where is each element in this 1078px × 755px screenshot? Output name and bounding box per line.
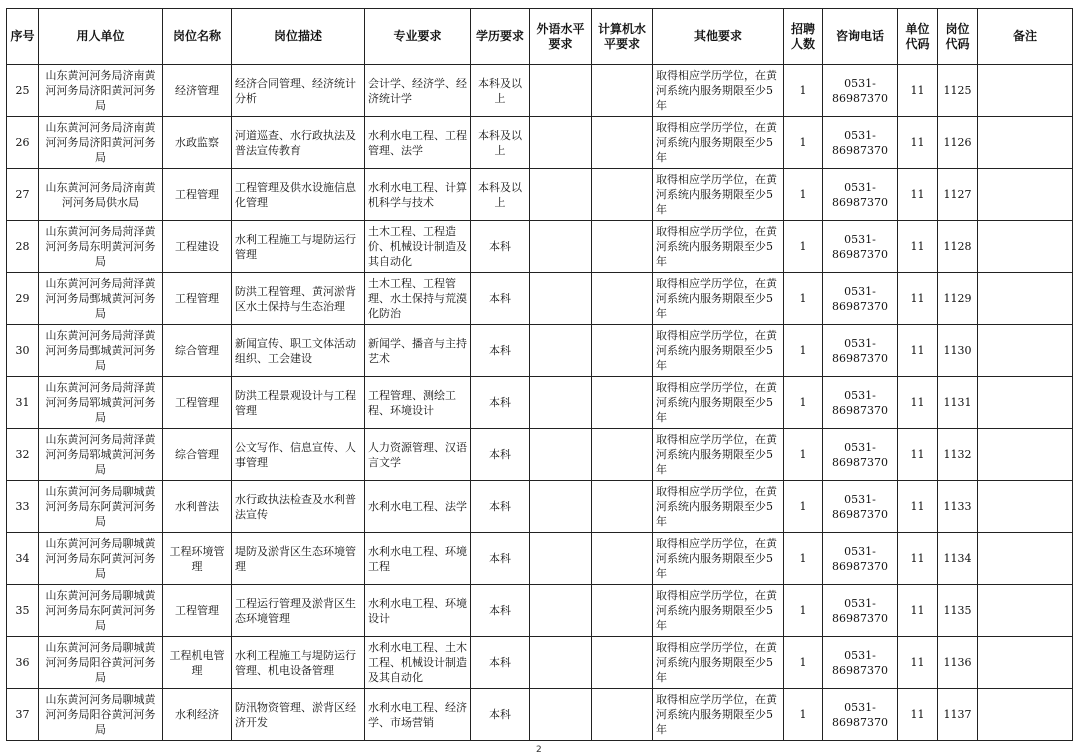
cell-unit-code: 11 [898, 65, 938, 117]
cell-computer [592, 585, 653, 637]
cell-phone: 0531-86987370 [823, 325, 898, 377]
cell-notes [978, 637, 1073, 689]
cell-position: 综合管理 [163, 325, 232, 377]
cell-position-code: 1129 [938, 273, 978, 325]
table-row [7, 377, 1073, 429]
cell-seq: 28 [7, 221, 39, 273]
table-row [7, 533, 1073, 585]
cell-notes [978, 65, 1073, 117]
cell-seq: 37 [7, 689, 39, 741]
cell-unit-code: 11 [898, 273, 938, 325]
cell-education: 本科 [471, 429, 530, 481]
cell-count: 1 [784, 221, 823, 273]
cell-phone: 0531-86987370 [823, 637, 898, 689]
cell-position: 工程管理 [163, 273, 232, 325]
cell-computer [592, 481, 653, 533]
cell-phone: 0531-86987370 [823, 377, 898, 429]
cell-seq: 30 [7, 325, 39, 377]
cell-count: 1 [784, 429, 823, 481]
table-row [7, 169, 1073, 221]
cell-position-code: 1137 [938, 689, 978, 741]
cell-unit: 山东黄河河务局济南黄河河务局供水局 [39, 169, 163, 221]
cell-position: 工程管理 [163, 169, 232, 221]
cell-other: 取得相应学历学位，在黄河系统内服务期限至少5年 [653, 481, 784, 533]
cell-education: 本科 [471, 533, 530, 585]
cell-unit: 山东黄河河务局聊城黄河河务局东阿黄河河务局 [39, 533, 163, 585]
cell-major: 土木工程、工程造价、机械设计制造及其自动化 [365, 221, 471, 273]
cell-computer [592, 429, 653, 481]
cell-language [530, 533, 592, 585]
table-row [7, 221, 1073, 273]
cell-unit-code: 11 [898, 481, 938, 533]
cell-other: 取得相应学历学位，在黄河系统内服务期限至少5年 [653, 117, 784, 169]
cell-notes [978, 117, 1073, 169]
page-number: 2 [536, 745, 542, 755]
cell-count: 1 [784, 637, 823, 689]
cell-phone: 0531-86987370 [823, 585, 898, 637]
col-header-other: 其他要求 [653, 9, 784, 65]
cell-major: 工程管理、测绘工程、环境设计 [365, 377, 471, 429]
cell-notes [978, 221, 1073, 273]
cell-unit: 山东黄河河务局聊城黄河河务局东阿黄河河务局 [39, 481, 163, 533]
table-row [7, 689, 1073, 741]
cell-notes [978, 273, 1073, 325]
cell-notes [978, 377, 1073, 429]
cell-other: 取得相应学历学位，在黄河系统内服务期限至少5年 [653, 377, 784, 429]
cell-count: 1 [784, 169, 823, 221]
cell-position-code: 1130 [938, 325, 978, 377]
cell-education: 本科 [471, 637, 530, 689]
col-header-seq: 序号 [7, 9, 39, 65]
cell-unit: 山东黄河河务局济南黄河河务局济阳黄河河务局 [39, 65, 163, 117]
col-header-phone: 咨询电话 [823, 9, 898, 65]
cell-unit-code: 11 [898, 221, 938, 273]
table-row [7, 637, 1073, 689]
recruitment-table [6, 8, 1073, 741]
cell-phone: 0531-86987370 [823, 65, 898, 117]
cell-seq: 35 [7, 585, 39, 637]
cell-unit-code: 11 [898, 377, 938, 429]
cell-seq: 32 [7, 429, 39, 481]
cell-position-code: 1131 [938, 377, 978, 429]
cell-seq: 26 [7, 117, 39, 169]
cell-notes [978, 481, 1073, 533]
cell-unit-code: 11 [898, 117, 938, 169]
cell-unit: 山东黄河河务局济南黄河河务局济阳黄河河务局 [39, 117, 163, 169]
col-header-position-code: 岗位代码 [938, 9, 978, 65]
cell-other: 取得相应学历学位，在黄河系统内服务期限至少5年 [653, 689, 784, 741]
cell-other: 取得相应学历学位，在黄河系统内服务期限至少5年 [653, 221, 784, 273]
cell-other: 取得相应学历学位，在黄河系统内服务期限至少5年 [653, 429, 784, 481]
cell-major: 水利水电工程、经济学、市场营销 [365, 689, 471, 741]
cell-phone: 0531-86987370 [823, 533, 898, 585]
cell-position: 工程管理 [163, 377, 232, 429]
cell-notes [978, 169, 1073, 221]
table-row [7, 65, 1073, 117]
cell-phone: 0531-86987370 [823, 221, 898, 273]
cell-position: 工程管理 [163, 585, 232, 637]
cell-computer [592, 533, 653, 585]
cell-description: 水利工程施工与堤防运行管理 [232, 221, 365, 273]
cell-major: 水利水电工程、工程管理、法学 [365, 117, 471, 169]
cell-major: 水利水电工程、环境工程 [365, 533, 471, 585]
cell-unit-code: 11 [898, 533, 938, 585]
cell-computer [592, 117, 653, 169]
cell-computer [592, 273, 653, 325]
cell-language [530, 689, 592, 741]
col-header-computer: 计算机水平要求 [592, 9, 653, 65]
cell-education: 本科及以上 [471, 65, 530, 117]
cell-description: 水行政执法检查及水利普法宣传 [232, 481, 365, 533]
cell-unit: 山东黄河河务局菏泽黄河河务局郓城黄河河务局 [39, 377, 163, 429]
cell-phone: 0531-86987370 [823, 481, 898, 533]
col-header-language: 外语水平要求 [530, 9, 592, 65]
cell-description: 工程管理及供水设施信息化管理 [232, 169, 365, 221]
col-header-unit-code: 单位代码 [898, 9, 938, 65]
cell-position-code: 1127 [938, 169, 978, 221]
cell-phone: 0531-86987370 [823, 429, 898, 481]
cell-count: 1 [784, 65, 823, 117]
cell-education: 本科 [471, 221, 530, 273]
cell-computer [592, 637, 653, 689]
table-row [7, 325, 1073, 377]
cell-language [530, 117, 592, 169]
cell-unit: 山东黄河河务局菏泽黄河河务局东明黄河河务局 [39, 221, 163, 273]
cell-computer [592, 65, 653, 117]
table-row [7, 585, 1073, 637]
cell-phone: 0531-86987370 [823, 169, 898, 221]
cell-language [530, 377, 592, 429]
cell-unit-code: 11 [898, 585, 938, 637]
cell-major: 人力资源管理、汉语言文学 [365, 429, 471, 481]
col-header-position: 岗位名称 [163, 9, 232, 65]
cell-unit-code: 11 [898, 689, 938, 741]
cell-major: 新闻学、播音与主持艺术 [365, 325, 471, 377]
cell-other: 取得相应学历学位，在黄河系统内服务期限至少5年 [653, 65, 784, 117]
cell-description: 防洪工程管理、黄河淤背区水土保持与生态治理 [232, 273, 365, 325]
cell-language [530, 429, 592, 481]
cell-seq: 33 [7, 481, 39, 533]
cell-education: 本科 [471, 585, 530, 637]
cell-language [530, 221, 592, 273]
cell-language [530, 585, 592, 637]
cell-description: 堤防及淤背区生态环境管理 [232, 533, 365, 585]
cell-phone: 0531-86987370 [823, 273, 898, 325]
cell-position-code: 1128 [938, 221, 978, 273]
cell-position-code: 1126 [938, 117, 978, 169]
table-row [7, 481, 1073, 533]
col-header-notes: 备注 [978, 9, 1073, 65]
cell-language [530, 169, 592, 221]
cell-computer [592, 377, 653, 429]
table-body [7, 65, 1073, 741]
col-header-count: 招聘人数 [784, 9, 823, 65]
cell-language [530, 65, 592, 117]
cell-count: 1 [784, 533, 823, 585]
cell-unit: 山东黄河河务局聊城黄河河务局阳谷黄河河务局 [39, 689, 163, 741]
cell-count: 1 [784, 481, 823, 533]
cell-position-code: 1125 [938, 65, 978, 117]
cell-language [530, 325, 592, 377]
cell-position-code: 1132 [938, 429, 978, 481]
cell-notes [978, 533, 1073, 585]
cell-seq: 31 [7, 377, 39, 429]
cell-notes [978, 325, 1073, 377]
cell-major: 水利水电工程、环境设计 [365, 585, 471, 637]
cell-position: 水利普法 [163, 481, 232, 533]
cell-major: 水利水电工程、计算机科学与技术 [365, 169, 471, 221]
cell-unit: 山东黄河河务局菏泽黄河河务局鄄城黄河河务局 [39, 325, 163, 377]
cell-position-code: 1134 [938, 533, 978, 585]
cell-description: 防汛物资管理、淤背区经济开发 [232, 689, 365, 741]
cell-unit-code: 11 [898, 325, 938, 377]
cell-seq: 29 [7, 273, 39, 325]
cell-other: 取得相应学历学位，在黄河系统内服务期限至少5年 [653, 637, 784, 689]
cell-computer [592, 325, 653, 377]
cell-other: 取得相应学历学位，在黄河系统内服务期限至少5年 [653, 325, 784, 377]
cell-position: 工程建设 [163, 221, 232, 273]
cell-unit-code: 11 [898, 169, 938, 221]
cell-count: 1 [784, 689, 823, 741]
cell-computer [592, 689, 653, 741]
cell-unit-code: 11 [898, 637, 938, 689]
cell-major: 水利水电工程、土木工程、机械设计制造及其自动化 [365, 637, 471, 689]
cell-phone: 0531-86987370 [823, 689, 898, 741]
cell-description: 防洪工程景观设计与工程管理 [232, 377, 365, 429]
cell-other: 取得相应学历学位，在黄河系统内服务期限至少5年 [653, 585, 784, 637]
cell-count: 1 [784, 273, 823, 325]
col-header-unit: 用人单位 [39, 9, 163, 65]
cell-education: 本科 [471, 689, 530, 741]
cell-education: 本科及以上 [471, 117, 530, 169]
cell-description: 工程运行管理及淤背区生态环境管理 [232, 585, 365, 637]
cell-count: 1 [784, 325, 823, 377]
table-row [7, 117, 1073, 169]
table-row [7, 429, 1073, 481]
cell-position: 水政监察 [163, 117, 232, 169]
table-row [7, 273, 1073, 325]
table-header [7, 9, 1073, 65]
cell-other: 取得相应学历学位，在黄河系统内服务期限至少5年 [653, 273, 784, 325]
cell-position: 经济管理 [163, 65, 232, 117]
cell-education: 本科 [471, 481, 530, 533]
cell-description: 经济合同管理、经济统计分析 [232, 65, 365, 117]
cell-language [530, 637, 592, 689]
cell-computer [592, 221, 653, 273]
cell-education: 本科 [471, 273, 530, 325]
cell-count: 1 [784, 117, 823, 169]
cell-seq: 34 [7, 533, 39, 585]
cell-major: 会计学、经济学、经济统计学 [365, 65, 471, 117]
cell-position: 工程机电管理 [163, 637, 232, 689]
cell-position-code: 1136 [938, 637, 978, 689]
cell-unit: 山东黄河河务局菏泽黄河河务局郓城黄河河务局 [39, 429, 163, 481]
col-header-education: 学历要求 [471, 9, 530, 65]
cell-position-code: 1135 [938, 585, 978, 637]
cell-seq: 36 [7, 637, 39, 689]
cell-count: 1 [784, 377, 823, 429]
cell-language [530, 273, 592, 325]
cell-education: 本科 [471, 325, 530, 377]
cell-description: 河道巡查、水行政执法及普法宣传教育 [232, 117, 365, 169]
cell-notes [978, 429, 1073, 481]
cell-notes [978, 689, 1073, 741]
cell-position: 工程环境管理 [163, 533, 232, 585]
cell-education: 本科 [471, 377, 530, 429]
cell-phone: 0531-86987370 [823, 117, 898, 169]
cell-computer [592, 169, 653, 221]
col-header-description: 岗位描述 [232, 9, 365, 65]
cell-position-code: 1133 [938, 481, 978, 533]
cell-position: 水利经济 [163, 689, 232, 741]
cell-other: 取得相应学历学位，在黄河系统内服务期限至少5年 [653, 169, 784, 221]
header-row [7, 9, 1073, 65]
cell-count: 1 [784, 585, 823, 637]
cell-education: 本科及以上 [471, 169, 530, 221]
col-header-major: 专业要求 [365, 9, 471, 65]
cell-seq: 25 [7, 65, 39, 117]
cell-position: 综合管理 [163, 429, 232, 481]
cell-seq: 27 [7, 169, 39, 221]
cell-description: 新闻宣传、职工文体活动组织、工会建设 [232, 325, 365, 377]
cell-language [530, 481, 592, 533]
cell-unit: 山东黄河河务局聊城黄河河务局阳谷黄河河务局 [39, 637, 163, 689]
cell-major: 水利水电工程、法学 [365, 481, 471, 533]
cell-unit: 山东黄河河务局菏泽黄河河务局鄄城黄河河务局 [39, 273, 163, 325]
cell-major: 土木工程、工程管理、水土保持与荒漠化防治 [365, 273, 471, 325]
cell-description: 水利工程施工与堤防运行管理、机电设备管理 [232, 637, 365, 689]
cell-unit-code: 11 [898, 429, 938, 481]
cell-notes [978, 585, 1073, 637]
cell-other: 取得相应学历学位，在黄河系统内服务期限至少5年 [653, 533, 784, 585]
cell-unit: 山东黄河河务局聊城黄河河务局东阿黄河河务局 [39, 585, 163, 637]
cell-description: 公文写作、信息宣传、人事管理 [232, 429, 365, 481]
